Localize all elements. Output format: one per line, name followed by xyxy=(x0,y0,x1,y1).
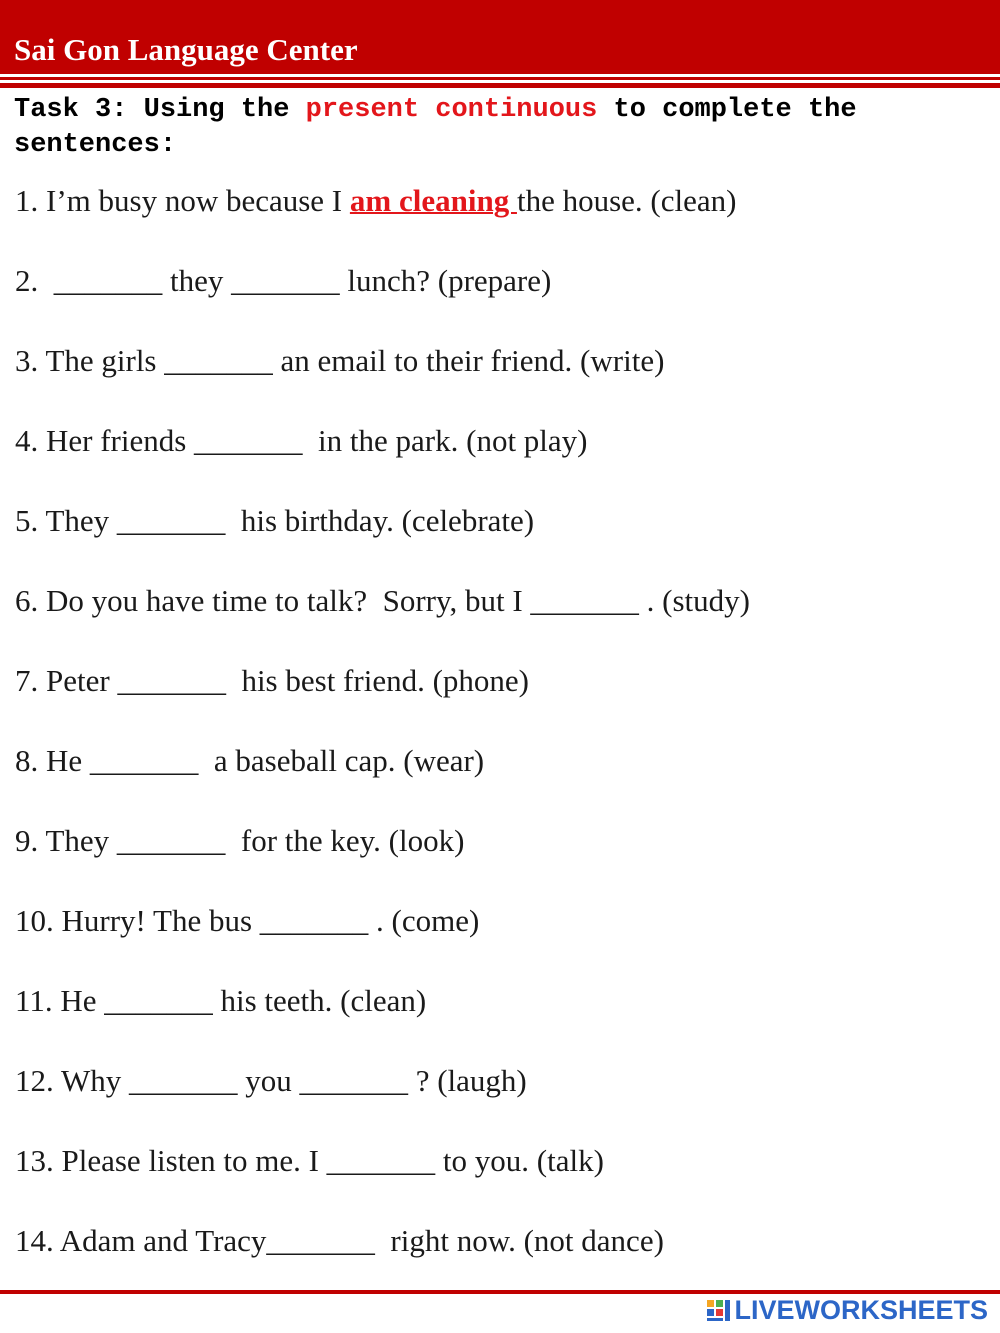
liveworksheets-logo-icon xyxy=(706,1297,732,1323)
example-sentence xyxy=(15,181,736,221)
question-10[interactable]: 10. Hurry! The bus _______ . (come) xyxy=(15,903,480,938)
example-before: 1. I’m busy now because I xyxy=(15,183,350,218)
question-11[interactable]: 11. He _______ his teeth. (clean) xyxy=(15,983,427,1018)
header-divider-thick xyxy=(0,83,1000,88)
question-9[interactable]: 9. They _______ for the key. (look) xyxy=(15,823,465,858)
header-divider xyxy=(0,77,1000,80)
question-12[interactable]: 12. Why _______ you _______ ? (laugh) xyxy=(15,1063,527,1098)
task-highlight: present continuous xyxy=(305,95,598,125)
example-after: the house. (clean) xyxy=(516,183,737,218)
question-5[interactable]: 5. They _______ his birthday. (celebrate) xyxy=(15,503,535,538)
question-3[interactable]: 3. The girls _______ an email to their friend. (write) xyxy=(15,343,665,378)
task-prefix: Task 3: Using the xyxy=(14,95,306,125)
question-8[interactable]: 8. He _______ a baseball cap. (wear) xyxy=(15,743,485,778)
header-bar xyxy=(0,0,1000,74)
task-suffix: to complete the sentences: xyxy=(14,95,857,160)
question-14[interactable]: 14. Adam and Tracy_______ right now. (not dance) xyxy=(15,1223,664,1258)
task-instruction xyxy=(14,93,974,163)
question-4[interactable]: 4. Her friends _______ in the park. (not play) xyxy=(15,423,588,458)
example-answer: am cleaning xyxy=(349,183,517,218)
question-6[interactable]: 6. Do you have time to talk? Sorry, but I _______ . (study) xyxy=(15,583,750,618)
question-2[interactable]: 2. _______ they _______ lunch? (prepare) xyxy=(15,263,552,298)
brand-text: LIVEWORKSHEETS xyxy=(734,1294,988,1325)
question-13[interactable]: 13. Please listen to me. I _______ to you. (talk) xyxy=(15,1143,604,1178)
question-7[interactable]: 7. Peter _______ his best friend. (phone) xyxy=(15,663,529,698)
liveworksheets-brand[interactable] xyxy=(706,1294,988,1326)
header-title: Sai Gon Language Center xyxy=(14,32,358,67)
